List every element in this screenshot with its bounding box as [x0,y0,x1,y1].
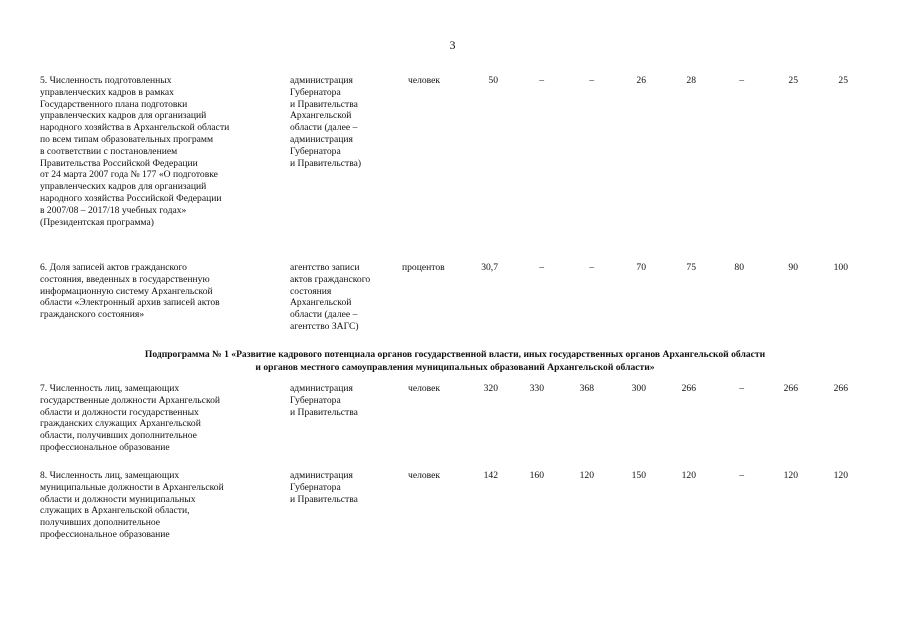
responsible-executor: администрация Губернатора и Правительства [290,383,358,418]
value-cell: 120 [783,470,798,481]
value-cell: 70 [636,262,646,273]
indicator-name: 5. Численность подготовленных управленческих кадров в рамках Государственного плана подготовки управленческих кадров для организаций народного хозяйства в Архангельской области по всем типам образовательных программ в соответствии с постановлением Правительства Российской Федерации от 24 марта 2007 года № 177 «О подготовке управленческих кадров для организаций народного хозяйства Российской Федерации в 2007/08 – 2017/18 учебных годах» (Президентская программа) [40,75,230,228]
value-cell: – [589,75,594,86]
unit-of-measure: процентов [402,262,445,273]
responsible-executor: администрация Губернатора и Правительства Архангельской области (далее – администрация Губернатора и Правительства) [290,75,362,169]
table-row [40,262,870,342]
value-cell: – [739,470,744,481]
value-cell: 50 [488,75,498,86]
value-cell: – [539,75,544,86]
value-cell: 330 [529,383,544,394]
value-cell: 150 [631,470,646,481]
value-cell: 25 [838,75,848,86]
value-cell: 266 [833,383,848,394]
responsible-executor: агентство записи актов гражданского состояния Архангельской области (далее – агентство ЗАГС) [290,262,371,332]
subprogram-heading: Подпрограмма № 1 «Развитие кадрового потенциала органов государственной власти, иных государственных органов Архангельской области и органов местного самоуправления муниципальных образований Архангельской области» [144,349,766,373]
value-cell: 266 [681,383,696,394]
unit-of-measure: человек [408,383,441,394]
value-cell: 75 [686,262,696,273]
value-cell: 142 [483,470,498,481]
value-cell: 300 [631,383,646,394]
value-cell: 30,7 [481,262,498,273]
value-cell: 120 [833,470,848,481]
value-cell: 120 [579,470,594,481]
table-row [40,75,870,245]
value-cell: 160 [529,470,544,481]
value-cell: 28 [686,75,696,86]
unit-of-measure: человек [408,75,441,86]
value-cell: 320 [483,383,498,394]
value-cell: 80 [734,262,744,273]
value-cell: 26 [636,75,646,86]
value-cell: 25 [788,75,798,86]
value-cell: – [739,75,744,86]
unit-of-measure: человек [408,470,441,481]
value-cell: 100 [833,262,848,273]
value-cell: 120 [681,470,696,481]
indicator-name: 6. Доля записей актов гражданского состояния, введенных в государственную информационную систему Архангельской области «Электронный архив записей актов гражданского состояния» [40,262,220,321]
indicator-name: 8. Численность лиц, замещающих муниципальные должности в Архангельской области и должности муниципальных служащих в Архангельской области, получивших дополнительное профессиональное образование [40,470,224,540]
value-cell: – [589,262,594,273]
indicator-name: 7. Численность лиц, замещающих государственные должности Архангельской области и должности государственных гражданских служащих Архангельской области, получивших дополнительное профессиональное образование [40,383,221,453]
value-cell: 90 [788,262,798,273]
value-cell: 368 [579,383,594,394]
value-cell: 266 [783,383,798,394]
value-cell: – [739,383,744,394]
responsible-executor: администрация Губернатора и Правительства [290,470,358,505]
table-row [40,470,870,545]
page-number: 3 [449,38,456,52]
value-cell: – [539,262,544,273]
table-row [40,383,870,458]
